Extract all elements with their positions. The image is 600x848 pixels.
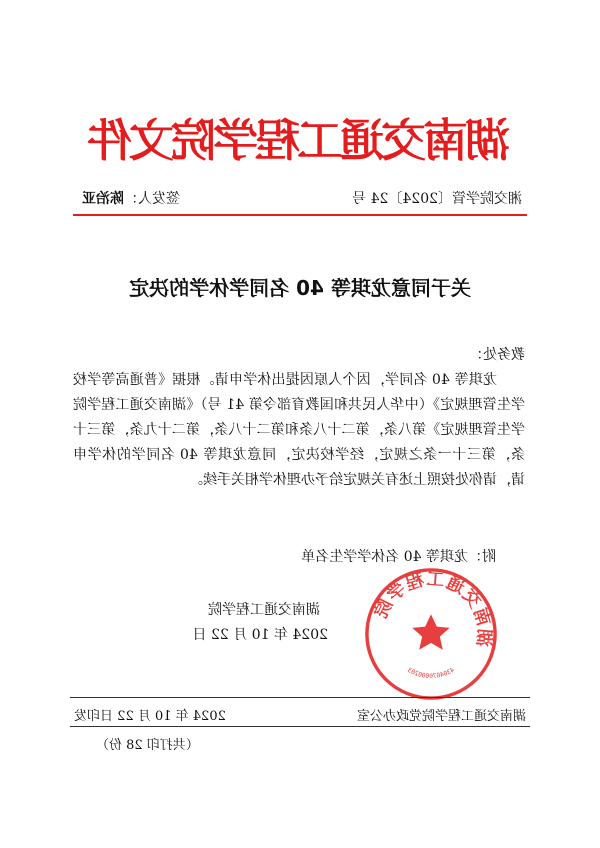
footer-print-date: 2024 年 10 月 22 日印发 (74, 709, 226, 724)
official-seal-icon (362, 565, 500, 703)
signature-date: 2024 年 10 月 22 日 (192, 627, 328, 643)
footer-top-rule (70, 697, 530, 698)
signer-name: 陈治亚 (82, 191, 124, 207)
seal-org-text: 湖南交通工程学院 (370, 569, 494, 648)
svg-text:4304070000203 (406, 666, 456, 680)
footer-bottom-rule (70, 726, 530, 727)
document-number: 湘交院学管〔2024〕24 号 (352, 191, 522, 207)
signer-line (82, 188, 180, 208)
seal-code-text: 4304070000203 (406, 665, 456, 681)
signer-label: 签发人： (124, 191, 180, 207)
body-paragraph: 龙琪等 40 名同学，因个人原因提出休学申请。根据《普通高等学校学生管理规定》（中华人民共和国教育部令第 41 号）《湖南交通工程学院学生管理规定》第八条，第二十八条和第二十八条，第二十九条，第三十条，第三十一条之规定，经学校决定，同意龙琪等 40 名同学的休学申请，请你处按照上述有关规定给予办理休学相关手续。 (73, 372, 525, 488)
seal-star-icon (412, 614, 449, 649)
red-header-title: 湖南交通工程学院文件 (90, 114, 511, 167)
footer-office: 湖南交通工程学院党政办公室 (356, 709, 526, 724)
document-title: 关于同意龙琪等 40 名同学休学的决定 (129, 276, 471, 300)
red-divider (73, 214, 527, 216)
copies-note: （共打印 28 份） (96, 738, 199, 753)
signature-org: 湖南交通工程学院 (208, 602, 320, 618)
attachment-note: 附：龙琪等 40 名休学学生名单 (301, 549, 496, 565)
recipient: 教务处： (469, 347, 525, 363)
